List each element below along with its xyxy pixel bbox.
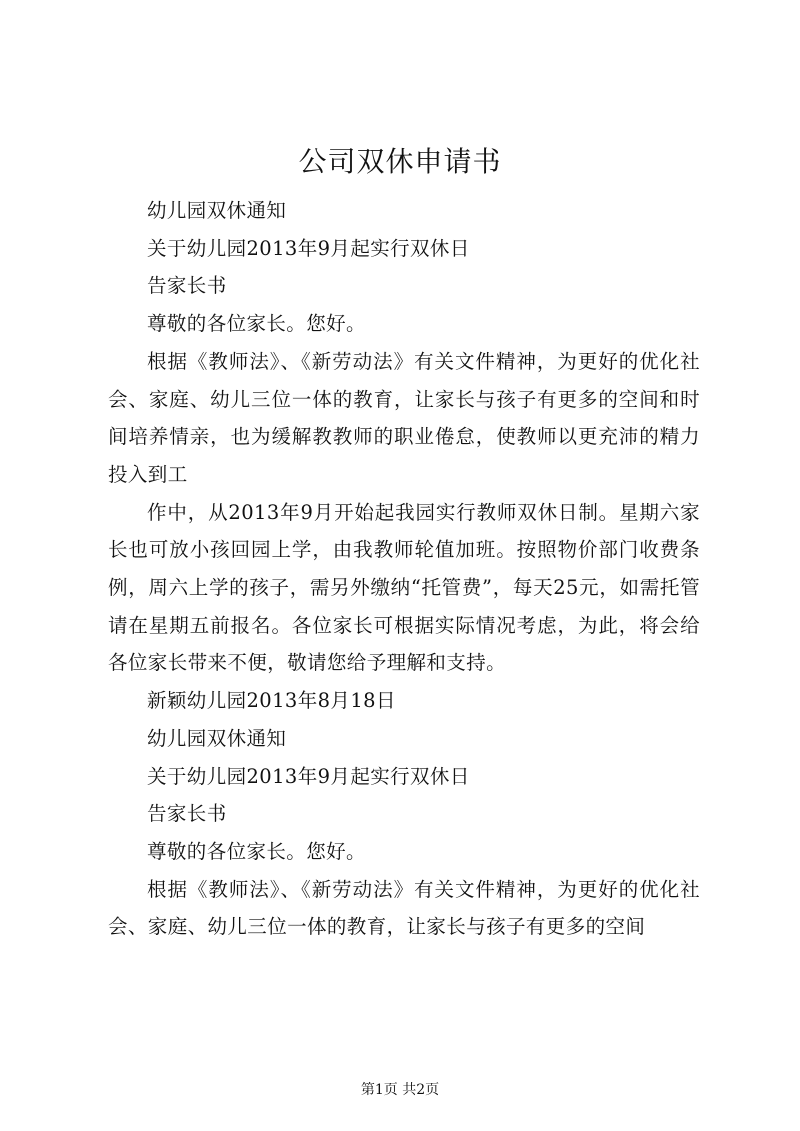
paragraph: 作中，从2013年9月开始起我园实行教师双休日制。星期六家长也可放小孩回园上学，由我教师轮值加班。按照物价部门收费条例，周六上学的孩子，需另外缴纳“托管费”，每天25元，如需托管请在星期五前报名。各位家长可根据实际情况考虑，为此，将会给各位家长带来不便，敬请您给予理解和支持。 [108,500,700,675]
paragraph: 关于幼儿园2013年9月起实行双休日 [147,236,470,260]
paragraph: 根据《教师法》、《新劳动法》有关文件精神，为更好的优化社会、家庭、幼儿三位一体的教育，让家长与孩子有更多的空间和时间培养情亲，也为缓解教教师的职业倦怠，使教师以更充沛的精力投入到工 [108,349,700,486]
page-footer: 第1页 共2页 [360,1082,440,1098]
paragraph: 幼儿园双休通知 [147,726,287,750]
paragraph: 幼儿园双休通知 [147,199,287,222]
paragraph: 尊敬的各位家长。您好。 [147,839,366,863]
paragraph: 告家长书 [147,274,227,298]
paragraph: 尊敬的各位家长。您好。 [147,312,366,336]
paragraph: 告家长书 [147,802,227,826]
document-body [108,192,700,946]
paragraph: 关于幼儿园2013年9月起实行双休日 [147,764,470,788]
paragraph: 新颖幼儿园2013年8月18日 [147,689,396,713]
document-title: 公司双休申请书 [298,145,502,178]
paragraph: 根据《教师法》、《新劳动法》有关文件精神，为更好的优化社会、家庭、幼儿三位一体的教育，让家长与孩子有更多的空间 [108,877,700,939]
